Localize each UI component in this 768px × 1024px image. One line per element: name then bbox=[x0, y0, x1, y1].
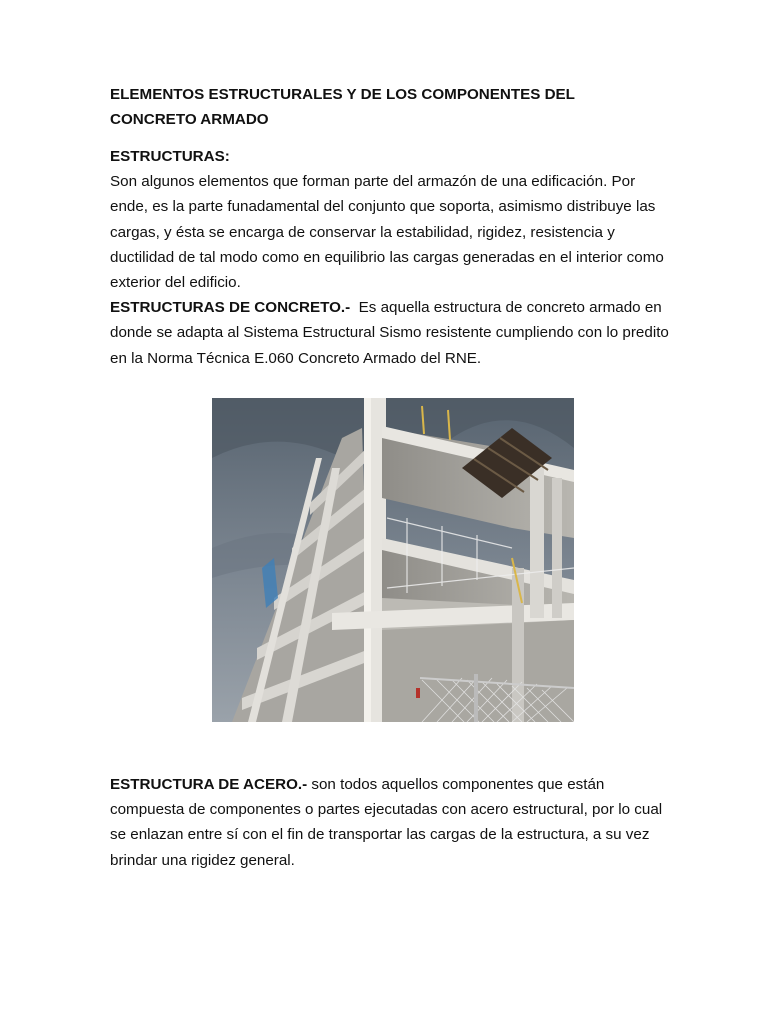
concrete-building-photo bbox=[212, 398, 574, 722]
title-line-1: ELEMENTOS ESTRUCTURALES Y DE LOS COMPONENTES DEL bbox=[110, 86, 575, 103]
section-heading-acero: ESTRUCTURA DE ACERO.- bbox=[110, 776, 308, 793]
text-block-steel bbox=[110, 772, 670, 873]
text-block-structures bbox=[110, 144, 670, 371]
section-body-acero: son todos aquellos componentes que están compuesta de componentes o partes ejecutadas con acero estructural, por lo cual se enlazan entre sí con el fin de transportar las cargas de la estructura, a su vez brindar una rigidez general. bbox=[110, 776, 663, 869]
section-heading-concreto: ESTRUCTURAS DE CONCRETO.- bbox=[110, 299, 351, 317]
section-body-concreto: Es aquella estructura de concreto armado en donde se adapta al Sistema Estructural Sismo resistente cumpliendo con lo predito en la Norma Técnica E.060 Concreto Armado del RNE. bbox=[110, 299, 669, 367]
paragraph-concreto bbox=[110, 295, 670, 371]
section-heading-estructuras: ESTRUCTURAS: bbox=[110, 148, 230, 165]
section-body-estructuras: Son algunos elementos que forman parte del armazón de una edificación. Por ende, es la parte funadamental del conjunto que soporta, asimismo distribuye las cargas, y ésta se encarga de conservar la estabilidad, rigidez, resistencia y ductilidad de tal modo como en equilibrio las cargas generadas en el interior como exterior del edificio. bbox=[110, 173, 664, 292]
paragraph-acero bbox=[110, 772, 670, 873]
title-line-2: CONCRETO ARMADO bbox=[110, 111, 269, 129]
document-title bbox=[110, 82, 670, 132]
